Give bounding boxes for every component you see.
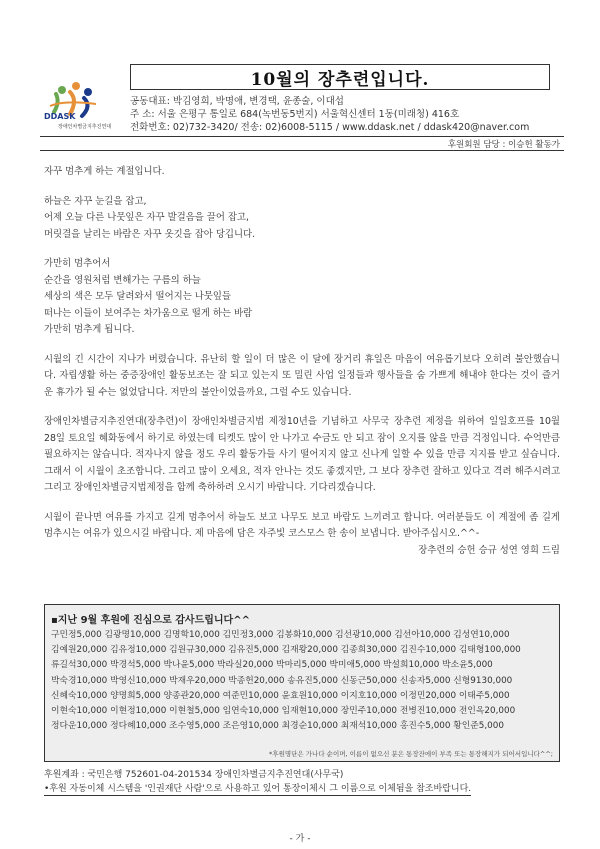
donor-row: 구민정5,000 김광명10,000 김명학10,000 김민정3,000 김봉화10,000 김선광10,000 김선아10,000 김성연10,000 (51, 630, 510, 640)
header-divider-bottom (40, 150, 564, 151)
donor-row: 박숙경10,000 박영신10,000 박재우20,000 박종헌20,000 송유진5,000 신동근50,000 신송자5,000 신형9130,000 (51, 675, 513, 686)
donor-thanks-box (44, 604, 560, 762)
donor-row: 신혜숙10,000 양명희5,000 양종관20,000 여준민10,000 윤효원10,000 이지호10,000 이정민20,000 이태주5,000 (51, 690, 510, 701)
logo-text: DDASK (44, 112, 76, 121)
letter-body (44, 164, 560, 559)
org-info (130, 95, 529, 134)
bank-account: 후원계좌 : 국민은행 752601-04-201534 장애인차별금지추진연대(사무국) (44, 770, 344, 780)
logo-subtext: 장애인차별금지추진연대 (58, 124, 112, 130)
org-phone: 전화번호: 02)732-3420/ 전송: 02)6008-5115 / www.ddask.net / ddask420@naver.com (130, 122, 530, 133)
verse-line: 가만히 멈추어서 (44, 258, 111, 269)
title-box (130, 64, 550, 90)
org-address: 주 소: 서울 은평구 통일로 684(녹번동5번지) 서울혁신센터 1동(미래청) 416호 (130, 109, 460, 120)
donor-row: 정다운10,000 정다혜10,000 조수영5,000 조은영10,000 최경순10,000 최재석10,000 홍진수5,000 황인준5,000 (51, 721, 504, 732)
page-title: 10월의 장추련입니다. (250, 69, 430, 90)
verse-line: 세상의 색은 모두 달려와서 떨어지는 나뭇잎들 (44, 291, 231, 302)
para-intro: 자꾸 멈추게 하는 계절입니다. (44, 166, 165, 177)
header-divider-top (40, 136, 564, 137)
verse-line: 하늘은 자꾸 눈길을 잡고, (44, 195, 147, 207)
donor-row: 김예원20,000 김유정10,000 김원규30,000 김유진5,000 김재왕20,000 김종희30,000 김진수10,000 김태형100,000 (51, 645, 521, 656)
verse-line: 가만히 멈추게 됩니다. (44, 324, 135, 335)
verse-line: 떠나는 이들이 보여주는 차가움으로 떨게 하는 바람 (44, 307, 253, 319)
donor-thanks-title: ▪지난 9월 후원에 진심으로 감사드립니다^^ (51, 615, 250, 626)
ddask-logo (40, 80, 120, 140)
verse-line: 어제 오늘 다른 나뭇잎은 자꾸 발걸음을 끌어 잡고, (44, 212, 249, 223)
donor-row: 이현숙10,000 이현정10,000 이현철5,000 임연숙10,000 임재현10,000 장민주10,000 전병진10,000 전인옥20,000 (51, 706, 516, 717)
verse-line: 머릿결을 날리는 바람은 자꾸 옷깃을 잡아 당깁니다. (44, 228, 256, 240)
org-representatives: 공동대표: 박김영희, 박명애, 변경택, 윤종술, 이대섭 (130, 96, 344, 107)
verse-line: 순간을 영원처럼 변해가는 구름의 하늘 (44, 274, 201, 286)
para-fundraiser: 장애인차별금지추진연대(장추련)이 장애인차별금지법 제정10년을 기념하고 사무국 장추련 제정을 위하여 일일호프를 10월 28일 토요일 혜화동에서 하기로 하였는데 티켓도 많이 안 나가고 수금도 안 되고 잠이 오지를 않을 만큼 걱정입니다. 수억만큼 필요하지는 않습니다. 적자나지 않을 정도 우리 활동가들 사기 떨어지지 않고 신나게 일할 수 있을 만큼 지지를 받고 싶습니다. 그래서 이 시월이 초조합니다. 그리고 많이 오세요, 적자 안나는 것도 좋겠지만, 그 보다 장추련 잘하고 있다고 격려 해주시려고 그리고 장애인차별금지법제정을 함께 축하하려 오시기 바랍니다. 기다리겠습니다. (44, 416, 560, 493)
para-october: 시월의 긴 시간이 지나가 버렸습니다. 유난히 할 일이 더 많은 이 달에 장거리 휴일은 마음이 여유롭기보다 오히려 불안했습니다. 자립생활 하는 중증장애인 활동보조는 잘 되고 있는지 또 밀린 사업 일정들과 행사들을 숨 가쁘게 해내야 한다는 것이 즐거운 휴가가 될 수는 없었답니다. 저만의 불안이었을까요, 그럴 수도 있습니다. (44, 353, 560, 398)
donor-row: 류길석30,000 박경석5,000 박나윤5,000 박라실20,000 박마리5,000 박미애5,000 박설희10,000 박소윤5,000 (51, 660, 493, 671)
auto-transfer-note: •후원 자동이체 시스템을 '인권재단 사람'으로 사용하고 있어 통장이체시 그 이름으로 이체됨을 참조바랍니다. (44, 781, 471, 796)
signature: 장추련의 승헌 승규 성연 영희 드림 (418, 544, 560, 556)
donor-note: *후원명단은 가나다 순이며, 이름이 없으신 분은 통장잔에이 부족 또는 통장해지가 되어서입니다^^; (269, 750, 553, 758)
contact-person: 후원회원 담당 : 이승헌 활동가 (447, 140, 560, 150)
para-closing: 시월이 끝나면 여유를 가지고 길게 멈추어서 하늘도 보고 나무도 보고 바람도 느끼려고 합니다. 여러분들도 이 계절에 좀 길게 멈추시는 여유가 있으시길 바랍니다. 제 마음에 담은 자주빛 코스모스 한 송이 보냅니다. 받아주십시오.^^- (44, 511, 560, 539)
page-number: - 가 - (289, 834, 311, 844)
